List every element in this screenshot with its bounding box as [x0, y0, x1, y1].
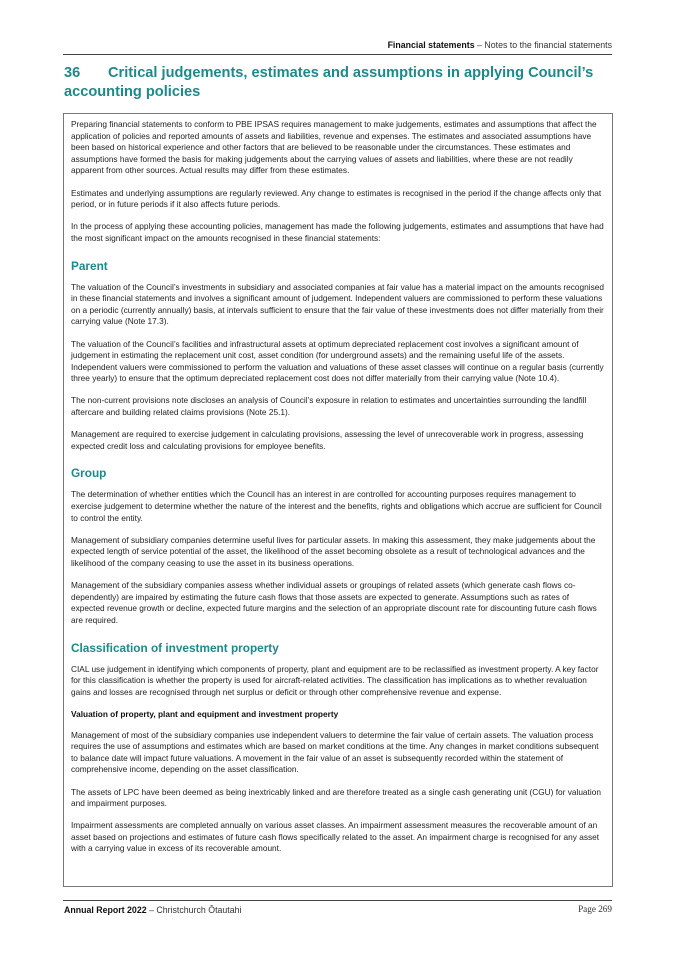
- intro-paragraph-3: In the process of applying these accounting policies, management has made the following judgements, estimates and assumptions that have had the most significant impact on the amounts recognised in these financial statements:: [71, 221, 604, 243]
- valuation-paragraph-1: Management of most of the subsidiary companies use independent valuers to determine the fair value of certain assets. The valuation process requires the use of assumptions and estimates which are based on market conditions at the time. Any changes in market conditions subsequent to balance date will impact future valuations. A movement in the fair value of an asset is subsequently recorded within the statement of comprehensive income, depending on the asset classification.: [71, 729, 599, 775]
- intro-paragraph-1: Preparing financial statements to conform to PBE IPSAS requires management to make judgements, estimates and assumptions that affect the application of policies and reported amounts of assets and liabilities, revenue and expenses. The estimates and associated assumptions have been based on historical experience and other factors that are believed to be reasonable under the circumstances. These estimates and assumptions have formed the basis for making judgements about the carrying values of assets and liabilities, where these are not readily apparent from other sources. Actual results may differ from these estimates.: [71, 119, 597, 176]
- group-paragraph-2: Management of subsidiary companies determine useful lives for particular assets. In making this assessment, they make judgements about the expected length of service potential of the asset, the likelihood of the asset becoming obsolete as a result of technological advances and the likelihood of the company ceasing to use the asset in its business operations.: [71, 534, 596, 568]
- page-title: [64, 64, 616, 102]
- footer-report: [64, 905, 241, 915]
- parent-paragraph-4: Management are required to exercise judgement in calculating provisions, assessing the level of unrecoverable work in progress, assessing expected credit loss and calculating provisions for employee benefits.: [71, 429, 584, 451]
- page-number: Page 269: [578, 904, 612, 914]
- classification-paragraph: CIAL use judgement in identifying which components of property, plant and equipment are to be reclassified as investment property. A key factor for this classification is whether the property is used for aircraft-related activities. The classification has implications as to whether revaluation gains and losses are recognised through net surplus or deficit or through other comprehensive revenue and expense.: [71, 663, 599, 697]
- group-paragraph-3: Management of the subsidiary companies assess whether individual assets or groupings of related assets (which generate cash flows co-dependently) are impaired by estimating the future cash flows that those assets are expected to generate. Assumptions such as rates of expected revenue growth or decline, expected future margins and the selection of an appropriate discount rate for discounting future cash flows are required.: [71, 580, 597, 625]
- running-header: [388, 40, 612, 50]
- group-heading: Group: [71, 466, 107, 481]
- classification-heading: Classification of investment property: [71, 640, 279, 655]
- valuation-paragraph-3: Impairment assessments are completed annually on various asset classes. An impairment assessment measures the recoverable amount of an asset based on projections and estimates of future cash flows specifically related to the asset. An impairment charge is recognised for any asset with a carrying value in excess of its recoverable amount.: [71, 820, 600, 854]
- header-section: Financial statements: [387, 40, 475, 50]
- valuation-subheading: Valuation of property, plant and equipment and investment property: [71, 708, 339, 719]
- footer-divider: [63, 900, 612, 901]
- note-title: Critical judgements, estimates and assumptions in applying Council’s accounting policies: [64, 65, 594, 100]
- parent-paragraph-3: The non-current provisions note discloses an analysis of Council’s exposure in relation to estimates and uncertainties surrounding the landfill aftercare and building related claims provisions (Note 25.1).: [71, 395, 587, 418]
- parent-heading: Parent: [71, 258, 108, 273]
- group-paragraph-1: The determination of whether entities which the Council has an interest in are controlled for accounting purposes requires management to exercise judgement to determine whether the nature of the interest and the benefits, rights and obligations which accrue are sufficient for Council to control the entity.: [71, 489, 602, 523]
- footer-report-title: Annual Report 2022: [64, 905, 147, 915]
- header-separator: –: [474, 40, 485, 50]
- valuation-paragraph-2: The assets of LPC have been deemed as being inextricably linked and are therefore treated as a single cash generating unit (CGU) for valuation and impairment purposes.: [71, 786, 601, 809]
- intro-paragraph-2: Estimates and underlying assumptions are regularly reviewed. Any change to estimates is recognised in the period if the change affects only that period, or in future periods if it also affects future periods.: [71, 187, 602, 210]
- parent-paragraph-2: The valuation of the Council’s facilities and infrastructural assets at optimum depreciated replacement cost involves a significant amount of judgement in estimating the replacement unit cost, asset condition (for underground assets) and the remaining useful life of the assets. Independent valuers were commissioned to perform the valuation and valuations of these asset classes will continue on a regular basis (currently three yearly) to ensure that the optimum depreciated replacement cost does not differ materially from their carrying value (Note 10.4).: [71, 338, 604, 384]
- footer-city: Christchurch Ōtautahi: [156, 905, 242, 915]
- header-divider: [63, 54, 612, 55]
- header-subsection: Notes to the financial statements: [484, 40, 612, 50]
- note-content-box: [63, 113, 613, 887]
- footer-separator: –: [146, 905, 157, 915]
- note-number: 36: [64, 65, 81, 81]
- parent-paragraph-1: The valuation of the Council’s investments in subsidiary and associated companies at fair value has a material impact on the amounts recognised in these financial statements and involves a significant amount of judgement. Independent valuers are commissioned to perform these valuations on a periodic (currently annually) basis, at intervals sufficient to ensure that the fair value of these investments does not differ materially from their carrying value (Note 17.3).: [71, 281, 604, 327]
